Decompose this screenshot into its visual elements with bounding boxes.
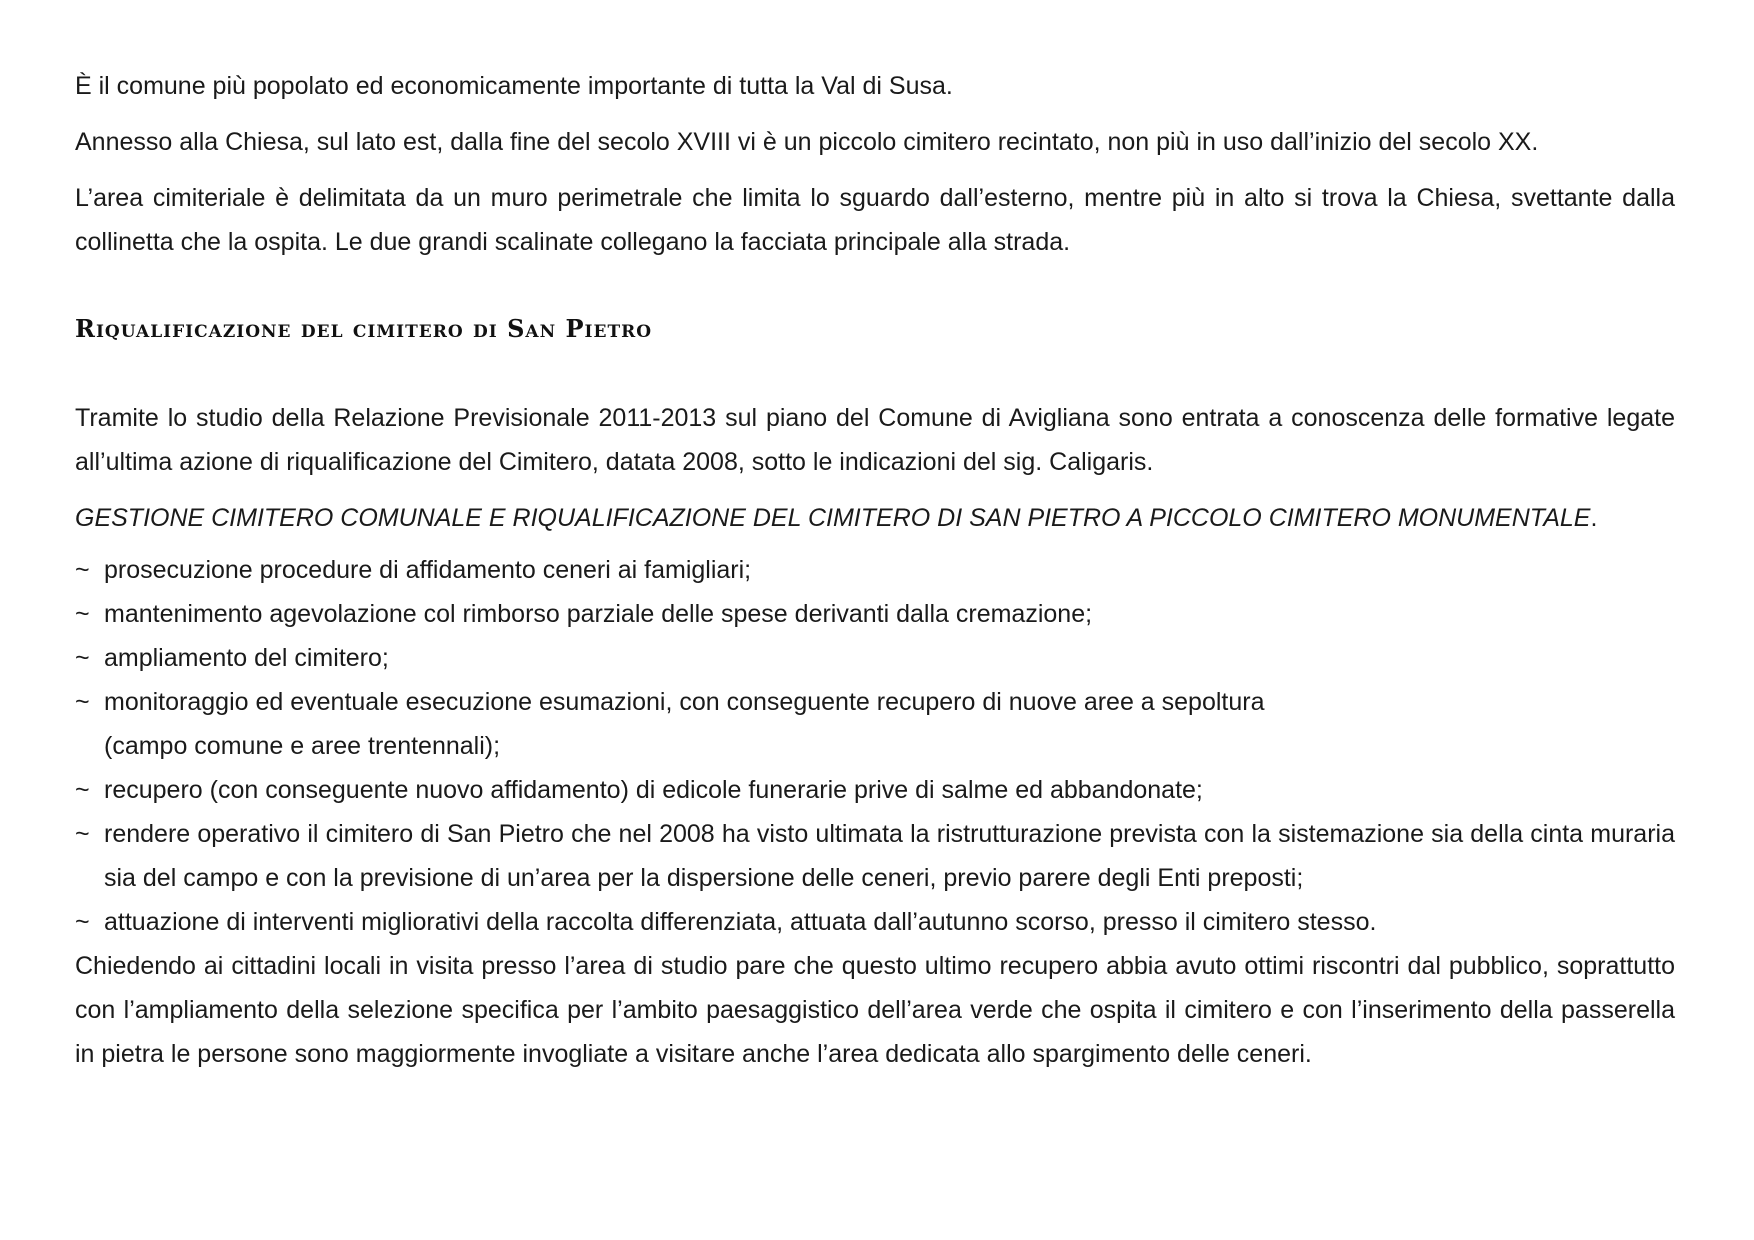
list-item-continuation: (campo comune e aree trentennali);	[104, 732, 501, 760]
list-item	[75, 768, 1675, 812]
italic-title-line	[75, 496, 1675, 540]
list-item-text: attuazione di interventi migliorativi della raccolta differenziata, attuata dall’autunno scorso, presso il cimitero stesso.	[104, 908, 1377, 936]
list-item-text: recupero (con conseguente nuovo affidamento) di edicole funerarie prive di salme ed abbandonate;	[104, 776, 1203, 804]
list-item-text: rendere operativo il cimitero di San Pietro che nel 2008 ha visto ultimata la ristrutturazione prevista con la sistemazione sia della cinta muraria sia del campo e con la previsione di un’area per la dispersione delle ceneri, previo parere degli Enti preposti;	[104, 820, 1675, 892]
italic-title: GESTIONE CIMITERO COMUNALE E RIQUALIFICAZIONE DEL CIMITERO DI SAN PIETRO A PICCOLO CIMITERO MONUMENTALE	[75, 504, 1591, 532]
tilde-bullet-icon: ~	[75, 908, 90, 936]
section-heading: Riqualificazione del cimitero di San Pietro	[75, 314, 653, 343]
document-page	[75, 64, 1675, 1076]
tilde-bullet-icon: ~	[75, 776, 90, 804]
list-item-text: ampliamento del cimitero;	[104, 644, 389, 672]
tilde-bullet-icon: ~	[75, 556, 90, 584]
list-item	[75, 636, 1675, 680]
section-paragraph-1: Tramite lo studio della Relazione Previsionale 2011-2013 sul piano del Comune di Avigliana sono entrata a conoscenza delle formative legate all’ultima azione di riqualificazione del Cimitero, datata 2008, sotto le indicazioni del sig. Caligaris.	[75, 404, 1675, 476]
list-item-text: monitoraggio ed eventuale esecuzione esumazioni, con conseguente recupero di nuove aree a sepoltura	[104, 688, 1265, 716]
list-item	[75, 900, 1675, 944]
intro-paragraph-2: Annesso alla Chiesa, sul lato est, dalla fine del secolo XVIII vi è un piccolo cimitero recintato, non più in uso dall’inizio del secolo XX.	[75, 128, 1539, 156]
list-item-text: prosecuzione procedure di affidamento ceneri ai famigliari;	[104, 556, 752, 584]
list-item	[75, 592, 1675, 636]
intro-paragraph-3: L’area cimiteriale è delimitata da un muro perimetrale che limita lo sguardo dall’esterno, mentre più in alto si trova la Chiesa, svettante dalla collinetta che la ospita. Le due grandi scalinate collegano la facciata principale alla strada.	[75, 184, 1675, 256]
list-item	[75, 680, 1675, 768]
tilde-bullet-icon: ~	[75, 600, 90, 628]
bullet-list	[75, 548, 1675, 944]
intro-paragraph-1: È il comune più popolato ed economicamente importante di tutta la Val di Susa.	[75, 72, 953, 100]
list-item	[75, 812, 1675, 900]
list-item-text: mantenimento agevolazione col rimborso parziale delle spese derivanti dalla cremazione;	[104, 600, 1093, 628]
tilde-bullet-icon: ~	[75, 820, 90, 848]
closing-paragraph: Chiedendo ai cittadini locali in visita presso l’area di studio pare che questo ultimo recupero abbia avuto ottimi riscontri dal pubblico, soprattutto con l’ampliamento della selezione specifica per l’ambito paesaggistico dell’area verde che ospita il cimitero e con l’inserimento della passerella in pietra le persone sono maggiormente invogliate a visitare anche l’area dedicata allo spargimento delle ceneri.	[75, 952, 1675, 1068]
italic-title-suffix: .	[1590, 504, 1598, 532]
tilde-bullet-icon: ~	[75, 688, 90, 716]
tilde-bullet-icon: ~	[75, 644, 90, 672]
list-item	[75, 548, 1675, 592]
